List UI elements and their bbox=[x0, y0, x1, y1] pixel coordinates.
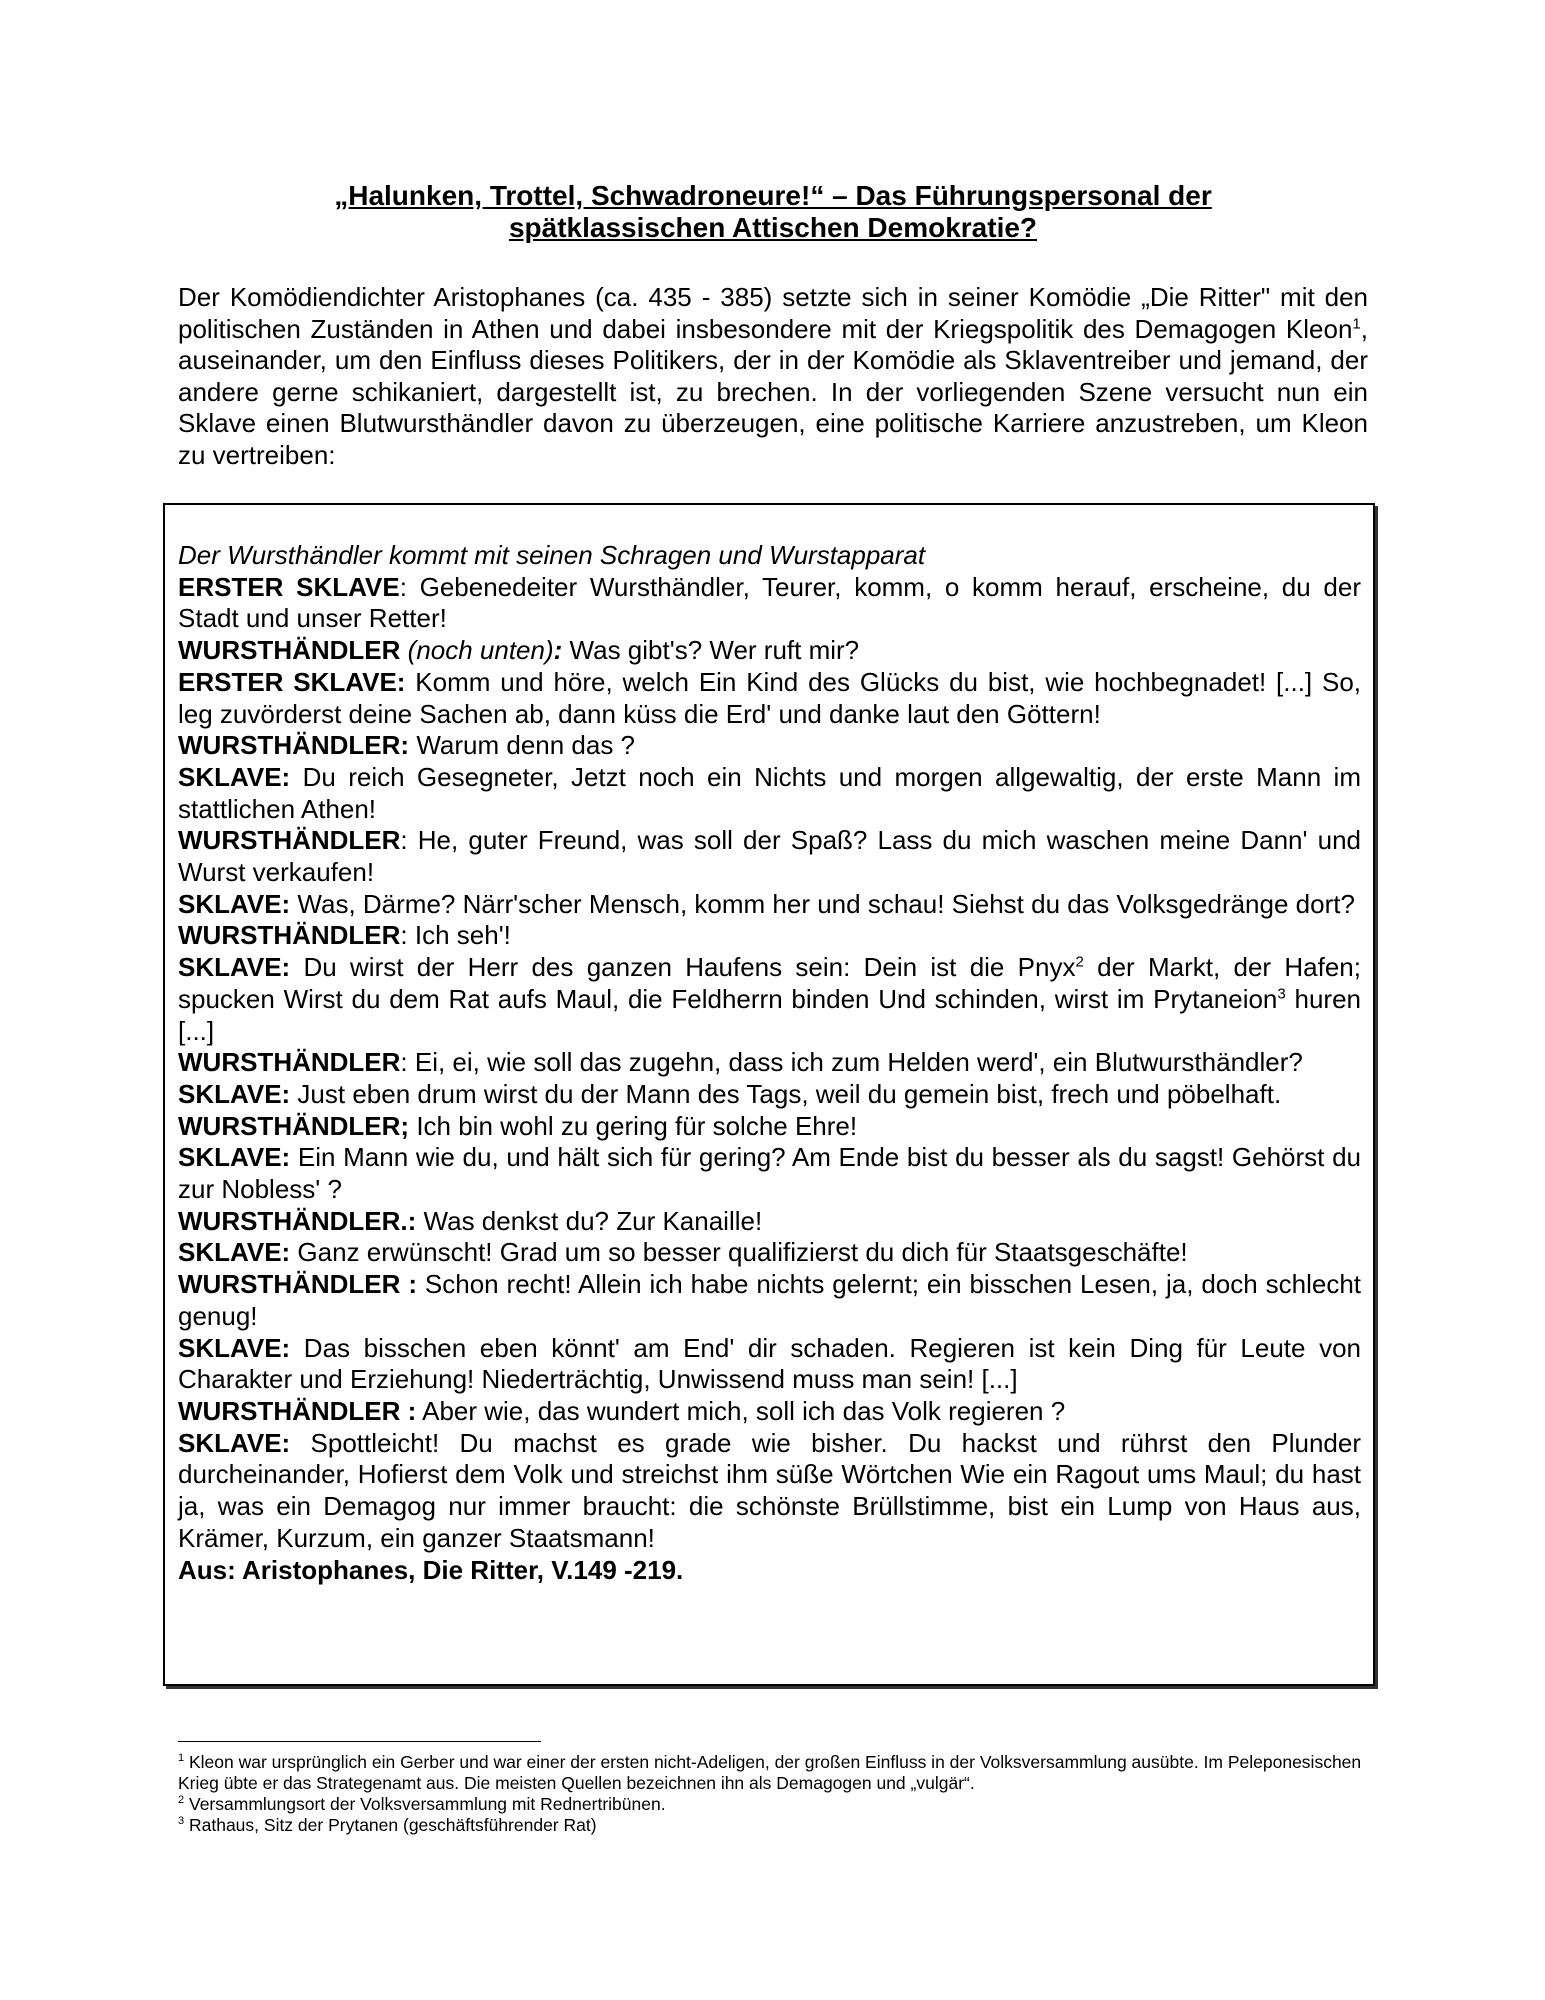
line-text: Was denkst du? Zur Kanaille! bbox=[416, 1205, 763, 1236]
dialogue-line bbox=[178, 572, 1361, 635]
dialogue-line bbox=[178, 1079, 1361, 1111]
line-text: Was, Därme? Närr'scher Mensch, komm her und schau! Siehst du das Volksgedränge dort? bbox=[290, 888, 1355, 919]
line-text: Komm und höre, welch Ein Kind des Glücks du bist, wie hochbegnadet! [...] So, leg zuvörderst deine Sachen ab, dann küss die Erd' und danke laut den Göttern! bbox=[178, 666, 1362, 729]
line-text: Aber wie, das wundert mich, soll ich das Volk regieren ? bbox=[416, 1395, 1066, 1426]
speaker: WURSTHÄNDLER : bbox=[178, 1269, 417, 1300]
speaker: WURSTHÄNDLER; bbox=[178, 1110, 410, 1141]
speaker: SKLAVE: bbox=[178, 888, 291, 919]
speaker: SKLAVE: bbox=[178, 1142, 291, 1173]
dialogue-line bbox=[178, 889, 1361, 921]
speaker: WURSTHÄNDLER bbox=[178, 635, 401, 666]
dialogue-line bbox=[178, 920, 1361, 952]
footnote-text: Versammlungsort der Volksversammlung mit Rednertribünen. bbox=[184, 1794, 666, 1814]
footnote-2 bbox=[178, 1794, 1368, 1815]
speaker: WURSTHÄNDLER bbox=[178, 825, 401, 856]
line-text: Spottleicht! Du machst es grade wie bisher. Du hackst und rührst den Plunder durcheinander, Hofierst dem Volk und streichst ihm süße Wörtchen Wie ein Ragout ums Maul; du hast ja, was ein Demagog nur immer braucht: die schönste Brüllstimme, bist ein Lump von Haus aus, Krämer, Kurzum, ein ganzer Staatsmann! bbox=[178, 1427, 1361, 1553]
dialogue-line bbox=[178, 952, 1361, 1047]
speaker: WURSTHÄNDLER: bbox=[178, 730, 410, 761]
speaker: WURSTHÄNDLER bbox=[178, 1047, 401, 1078]
footnote-ref-1: 1 bbox=[1352, 314, 1361, 332]
line-text: Das bisschen eben könnt' am End' dir schaden. Regieren ist kein Ding für Leute von Charakter und Erziehung! Niederträchtig, Unwissend muss man sein! [...] bbox=[178, 1332, 1361, 1395]
page-title bbox=[178, 180, 1368, 244]
line-text: Schon recht! Allein ich habe nichts gelernt; ein bisschen Lesen, ja, doch schlecht genug! bbox=[178, 1269, 1362, 1331]
footnote-mark: 3 bbox=[178, 1815, 185, 1828]
speaker: SKLAVE: bbox=[178, 1237, 291, 1268]
line-text: : Ich seh'! bbox=[400, 920, 511, 951]
title-line-2: spätklassischen Attischen Demokratie? bbox=[508, 212, 1038, 243]
footnote-text: Kleon war ursprünglich ein Gerber und war einer der ersten nicht-Adeligen, der großen Einfluss in der Volksversammlung ausübte. Im Peleponesischen Krieg übte er das Strategenamt aus. Die meisten Quellen bezeichnen ihn als Demagogen und „vulgär“. bbox=[178, 1752, 1362, 1793]
intro-text-2: , auseinander, um den Einfluss dieses Politikers, der in der Komödie als Sklaventreiber und jemand, der andere gerne schikaniert, dargestellt ist, zu brechen. In der vorliegenden Szene versucht nun ein Sklave einen Blutwursthändler davon zu überzeugen, eine politische Karriere anzustreben, um Kleon zu vertreiben: bbox=[178, 313, 1368, 470]
footnote-1 bbox=[178, 1752, 1368, 1794]
speaker: WURSTHÄNDLER bbox=[178, 920, 401, 951]
line-text: Ein Mann wie du, und hält sich für gering? Am Ende bist du besser als du sagst! Gehörst du zur Nobless' ? bbox=[178, 1142, 1361, 1205]
stage-aside: (noch unten) bbox=[407, 635, 554, 666]
line-text-end: huren [...] bbox=[178, 983, 1361, 1046]
dialogue-line bbox=[178, 1333, 1361, 1396]
speaker: SKLAVE: bbox=[178, 952, 291, 983]
speaker: ERSTER SKLAVE: bbox=[178, 666, 406, 697]
footnotes bbox=[178, 1752, 1368, 1836]
speaker: SKLAVE: bbox=[178, 1078, 291, 1109]
footnote-ref-3: 3 bbox=[1277, 985, 1286, 1003]
source-citation: Aus: Aristophanes, Die Ritter, V.149 -219. bbox=[178, 1554, 684, 1585]
line-text-cont: der Markt, der Hafen; spucken Wirst du dem Rat aufs Maul, die Feldherrn binden Und schinden, wirst im Prytaneion bbox=[178, 952, 1361, 1014]
footnote-3 bbox=[178, 1815, 1368, 1836]
speaker: WURSTHÄNDLER.: bbox=[178, 1205, 417, 1236]
footnote-text: Rathaus, Sitz der Prytanen (geschäftsführender Rat) bbox=[184, 1815, 597, 1835]
dialogue-line bbox=[178, 762, 1361, 825]
stage-direction: Der Wursthändler kommt mit seinen Schragen und Wurstapparat bbox=[178, 540, 926, 570]
dialogue-line bbox=[178, 667, 1361, 730]
dialogue-line bbox=[178, 1428, 1361, 1555]
dialogue-line bbox=[178, 1206, 1361, 1238]
dialogue-line bbox=[178, 1142, 1361, 1205]
speaker: SKLAVE: bbox=[178, 761, 291, 792]
speaker: ERSTER SKLAVE bbox=[178, 571, 400, 602]
line-text: : He, guter Freund, was soll der Spaß? Lass du mich waschen meine Dann' und Wurst verkaufen! bbox=[178, 825, 1361, 888]
dialogue-line bbox=[178, 1111, 1361, 1143]
line-text: Warum denn das ? bbox=[409, 730, 636, 761]
intro-text-1: Der Komödiendichter Aristophanes (ca. 435 - 385) setzte sich in seiner Komödie „Die Ritter" mit den politischen Zuständen in Athen und dabei insbesondere mit der Kriegspolitik des Demagogen Kleon bbox=[178, 282, 1368, 344]
dialogue-line bbox=[178, 730, 1361, 762]
dialogue-line bbox=[178, 825, 1361, 888]
line-text: Just eben drum wirst du der Mann des Tags, weil du gemein bist, frech und pöbelhaft. bbox=[290, 1078, 1282, 1109]
dialogue-text bbox=[178, 540, 1361, 1586]
dialogue-line bbox=[178, 1047, 1361, 1079]
line-text: : Gebenedeiter Wursthändler, Teurer, komm, o komm herauf, erscheine, du der Stadt und unser Retter! bbox=[178, 571, 1361, 634]
dialogue-line bbox=[178, 1237, 1361, 1269]
line-text: Was gibt's? Wer ruft mir? bbox=[569, 635, 860, 666]
speaker: SKLAVE: bbox=[178, 1427, 291, 1458]
intro-paragraph bbox=[178, 282, 1368, 472]
speaker: SKLAVE: bbox=[178, 1332, 291, 1363]
dialogue-line bbox=[178, 635, 1361, 667]
line-text: Ich bin wohl zu gering für solche Ehre! bbox=[409, 1110, 858, 1141]
speaker-colon: : bbox=[553, 635, 563, 666]
line-text: Ganz erwünscht! Grad um so besser qualifizierst du dich für Staatsgeschäfte! bbox=[290, 1237, 1188, 1268]
line-text: : Ei, ei, wie soll das zugehn, dass ich zum Helden werd', ein Blutwursthändler? bbox=[400, 1047, 1303, 1078]
speaker: WURSTHÄNDLER : bbox=[178, 1395, 417, 1426]
line-text: Du wirst der Herr des ganzen Haufens sein: Dein ist die Pnyx bbox=[290, 952, 1076, 983]
dialogue-line bbox=[178, 1269, 1361, 1332]
footnote-mark: 2 bbox=[178, 1794, 185, 1807]
footnote-mark: 1 bbox=[178, 1752, 185, 1765]
footnote-ref-2: 2 bbox=[1075, 953, 1084, 971]
footnote-divider bbox=[178, 1741, 541, 1742]
dialogue-line bbox=[178, 1396, 1361, 1428]
line-text: Du reich Gesegneter, Jetzt noch ein Nichts und morgen allgewaltig, der erste Mann im stattlichen Athen! bbox=[178, 761, 1361, 824]
title-line-1: „Halunken, Trottel, Schwadroneure!“ – Das Führungspersonal der bbox=[334, 180, 1212, 211]
